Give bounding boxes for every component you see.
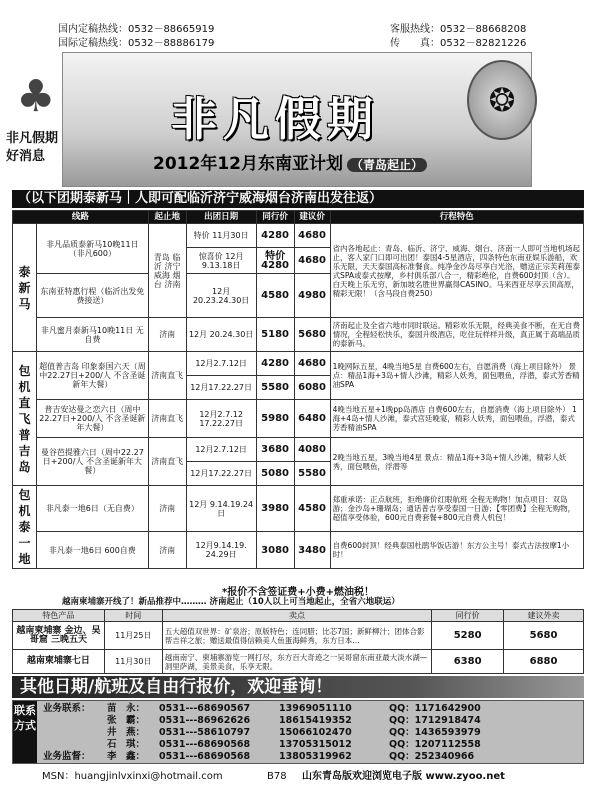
suggested-price: 5680 [294, 318, 330, 352]
international-hotline: 国际定稿热线：0532－88886179 [58, 38, 215, 49]
trade-price: 5080 [256, 462, 294, 486]
header-banner [62, 52, 532, 187]
contact-name: 苗 永： [107, 703, 146, 714]
contact-name: 李 鑫： [107, 751, 146, 762]
region-thailand-charter: 包机泰一地 [13, 486, 37, 569]
itinerary-features: 4晚当地五星+1晚pp岛酒店 自费600左右，自愿消费（海上项目除外） 1海+4岛+情人沙滩，泰式宫廷晚宴，精彩人妖秀，面包喂鱼，浮潜，泰式芳香精油SPA [330, 400, 583, 438]
service-hotline: 客服热线：0532－88668208 [390, 24, 527, 35]
table-row [13, 486, 584, 532]
trade-price: 4580 [256, 274, 294, 318]
trade-price: 6380 [432, 650, 504, 674]
departure-date: 特价 11月30日 [186, 224, 256, 248]
departure-date: 12月2.7.12 17.22.27日 [186, 400, 256, 438]
product-name: 越南柬埔寨 金边、吴哥窟 三晚五天 [13, 622, 105, 650]
vietnam-cambodia-banner: 越南柬埔寨开线了！新品推荐中……… 济南起止（10人以上可当地起止，全省六地联运） [62, 597, 400, 607]
table-row [13, 400, 584, 438]
header-route: 线路 [13, 211, 149, 224]
trade-price: 3680 [256, 438, 294, 462]
product-name: 越南柬埔寨七日 [13, 650, 105, 674]
contact-mobile: 13805319962 [279, 751, 352, 762]
route-name: 超值普吉岛 印象泰国六天（周中22.27日+200/人 不含圣诞新年大餐） [36, 352, 148, 400]
trade-price: 5280 [432, 622, 504, 650]
contact-name: 井 燕： [107, 727, 146, 738]
vn-header-highlights: 卖点 [162, 610, 431, 622]
trade-price: 3980 [256, 486, 294, 532]
origin-cities: 济南 [148, 486, 186, 532]
departure-date: 12月2.7.12日 [186, 352, 256, 376]
origin-cities: 济南 [148, 318, 186, 352]
contact-phone: 0531---68690568 [159, 751, 251, 762]
palm-tree-icon: ♣ [16, 71, 56, 122]
origin-cities: 济南直飞 [148, 352, 186, 400]
table-row [13, 650, 584, 674]
page-footer [12, 769, 584, 785]
website-link[interactable]: 山东青岛版欢迎浏览电子版 www.zyoo.net [302, 771, 505, 782]
contact-qq: QQ：1171642900 [389, 703, 481, 714]
route-name: 曼谷芭提雅六日（周中22.27日+200/人 不含圣诞新年大餐） [36, 438, 148, 486]
route-name: 非凡泰一地6日（无自费） [36, 486, 148, 532]
suggested-price: 3480 [294, 532, 330, 569]
departure-date: 12月2.7.12日 [186, 438, 256, 462]
contact-panel [12, 700, 584, 764]
suggested-price: 4680 [294, 352, 330, 376]
contact-qq: QQ：252340966 [389, 751, 475, 762]
suggested-price: 6880 [504, 650, 584, 674]
trade-price: 4280 [256, 352, 294, 376]
banner-subtitle: 2012年12月东南亚计划 （青岛起止） [153, 149, 427, 174]
vietnam-cambodia-table [12, 609, 584, 674]
header-origin: 起止地 [148, 211, 186, 224]
trade-price: 4280 [256, 224, 294, 248]
suggested-price: 4580 [294, 486, 330, 532]
vn-header-suggested-price: 建议外卖 [504, 610, 584, 622]
itinerary-features: 省内各地起止：青岛、临沂、济宁、威海、烟台、济南一人即可当地机场起止，客人家门口即可出团！泰国4-5星酒店，四条特色东南亚娱乐游船，欢乐无限，天天泰国高标准餐食。纯净金沙岛尽享白光浴，赠送正宗芙莉莲泰式SPA或泰式按摩，乡村俱乐部八合一，精彩绝伦，自费600封顶（含）。白天晚上乐无穷，新加坡名胜世界赢得CASINO。马来西亚尽享云顶高原，精彩无限！（含马段自费250） [330, 224, 583, 318]
header-date: 出团日期 [186, 211, 256, 224]
tour-price-table [12, 210, 584, 569]
contact-name: 张 霸： [107, 715, 146, 726]
trade-price: 5580 [256, 376, 294, 400]
product-highlights: 越南南宁、柬埔寨游览一网打尽，东方百大奇迹之一吴哥窟东南亚最大淡水湖—洞里萨湖，美景美食，乐享无限。 [162, 650, 431, 674]
origin-cities: 济南 [148, 532, 186, 569]
suggested-price: 4680 [294, 248, 330, 274]
table-row [13, 438, 584, 462]
departure-date: 12月 9.14.19.24日 [186, 486, 256, 532]
contact-phone: 0531---86962626 [159, 715, 251, 726]
table-row [13, 352, 584, 376]
contact-qq: QQ：1207112558 [389, 739, 481, 750]
contact-phone: 0531---68690567 [159, 703, 251, 714]
trade-price: 特价 4280 [256, 248, 294, 274]
statue-emblem-icon: ❂ [467, 60, 537, 140]
departure-date: 11月30日 [104, 650, 162, 674]
contact-role: 业务监督： [43, 751, 91, 762]
origin-cities: 济南直飞 [148, 400, 186, 438]
trade-price: 5980 [256, 400, 294, 438]
itinerary-features: 1晚网际五星，4晚当地5星 自费600左右，自愿消费（海上项目除外） 景点：精品1海+3岛+情人沙滩，精彩人妖秀，面包喂鱼，浮潜，泰式芳香精油SPA [330, 352, 583, 400]
itinerary-features: 济南起止及全省六地市同时联运。精彩欢乐无限，经典美食不断，在无自费情况，全程轻松快乐，泰国升级酒店，吃住玩样样升级，真正属于高端品质的泰新马。 [330, 318, 583, 352]
itinerary-features: 郑重承诺：正点航班，拒绝廉价红眼航班 全程无购物！加点项目：双岛游；金沙岛+珊瑚岛；通话普吉享受泰国一日游；【零团费】全程无购物，超值享受体验，600元自费套餐+800元自费人机包！ [330, 486, 583, 532]
suggested-price: 4080 [294, 438, 330, 462]
departure-date: 12月17.22.27日 [186, 462, 256, 486]
itinerary-features: 自费600封顶！经典泰国杜鹃华饭店游！东方公主号！泰式古法按摩1小时！ [330, 532, 583, 569]
domestic-hotline: 国内定稿热线：0532－88665919 [58, 24, 215, 35]
contact-name: 石 琪： [107, 739, 146, 750]
subtitle-tag: （青岛起止） [347, 158, 427, 172]
region-thai-sing-malay: 泰新马 [13, 224, 37, 352]
contact-phone: 0531---68690568 [159, 739, 251, 750]
banner-title: 非凡假期 [171, 92, 379, 146]
vn-header-trade-price: 同行价 [432, 610, 504, 622]
route-name: 普吉安达曼之恋六日（周中22.27日+200/人 不含圣诞新年大餐） [36, 400, 148, 438]
departure-date: 12月17.22.27日 [186, 376, 256, 400]
suggested-price: 4980 [294, 274, 330, 318]
table-row [13, 318, 584, 352]
fax-number: 传 真：0532－82821226 [390, 38, 527, 49]
vn-header-date: 时间 [104, 610, 162, 622]
product-highlights: 五大超值双世界：矿泉浴；原版特色；连同腊；比芯7国；新鲜柳汁；团体合影帮吉祥之旅；赠送最值得信赖美人鱼蛋海鲜秀，东方日本… [162, 622, 431, 650]
brand-logo [6, 72, 68, 182]
header-trade-price: 同行价 [256, 211, 294, 224]
contact-qq: QQ：1712918474 [389, 715, 481, 726]
contact-mobile: 13705315012 [279, 739, 352, 750]
departure-date: 12月 20.24.30日 [186, 318, 256, 352]
origin-cities: 青岛 临沂 济宁 威海 烟台 济南 [148, 224, 186, 318]
vn-header-product: 特色产品 [13, 610, 105, 622]
suggested-price: 5580 [294, 462, 330, 486]
trade-price: 3080 [256, 532, 294, 569]
table-row [13, 622, 584, 650]
departure-date: 12月 20.23.24.30日 [186, 274, 256, 318]
route-name: 非凡品质泰新马10晚11日（非凡600） [36, 224, 148, 274]
departure-notice-strip: （以下团期泰新马｜人即可配临沂济宁威海烟台济南出发往返） [12, 190, 584, 208]
contact-mobile: 13969051110 [279, 703, 352, 714]
contact-phone: 0531---58610797 [159, 727, 251, 738]
region-phuket-charter: 包机直飞普吉岛 [13, 352, 37, 486]
contact-mobile: 15066102470 [279, 727, 352, 738]
route-name: 东南亚特惠行程（临沂出发免费接送） [36, 274, 148, 318]
inquiry-slogan: 其他日期/航班及自由行报价，欢迎垂询！ [12, 676, 584, 698]
departure-date: 惊喜价 12月9.13.18日 [186, 248, 256, 274]
contact-qq: QQ：1436593979 [389, 727, 481, 738]
header-suggested-price: 建议价 [294, 211, 330, 224]
brand-slogan: 非凡假期 好消息 [6, 131, 59, 164]
origin-cities: 济南直飞 [148, 438, 186, 486]
header-features: 行程特色 [330, 211, 583, 224]
suggested-price: 5680 [504, 622, 584, 650]
msn-contact: MSN：huangjinlvxinxi@hotmail.com [42, 771, 223, 782]
contact-row [43, 750, 583, 763]
table-row [13, 532, 584, 569]
suggested-price: 4680 [294, 224, 330, 248]
contact-side-label: 联系方式 [13, 701, 37, 763]
itinerary-features: 2晚当地五星，3晚当地4星 景点：精品1海+3岛+情人沙滩，精彩人妖秀，面包喂鱼，浮潜等 [330, 438, 583, 486]
contact-role: 业务联系： [43, 703, 91, 714]
departure-date: 12月9.14.19. 24.29日 [186, 532, 256, 569]
departure-date: 11月25日 [104, 622, 162, 650]
contact-mobile: 18615419352 [279, 715, 352, 726]
suggested-price: 6480 [294, 400, 330, 438]
page-number: B78 [267, 771, 287, 782]
table-row [13, 224, 584, 248]
trade-price: 5180 [256, 318, 294, 352]
suggested-price: 6080 [294, 376, 330, 400]
route-name: 非凡泰一地6日 600自费 [36, 532, 148, 569]
route-name: 非凡蜜月泰新马10晚11日 无自费 [36, 318, 148, 352]
price-note: *报价不含签证费+小费+燃油税！ [222, 587, 374, 598]
